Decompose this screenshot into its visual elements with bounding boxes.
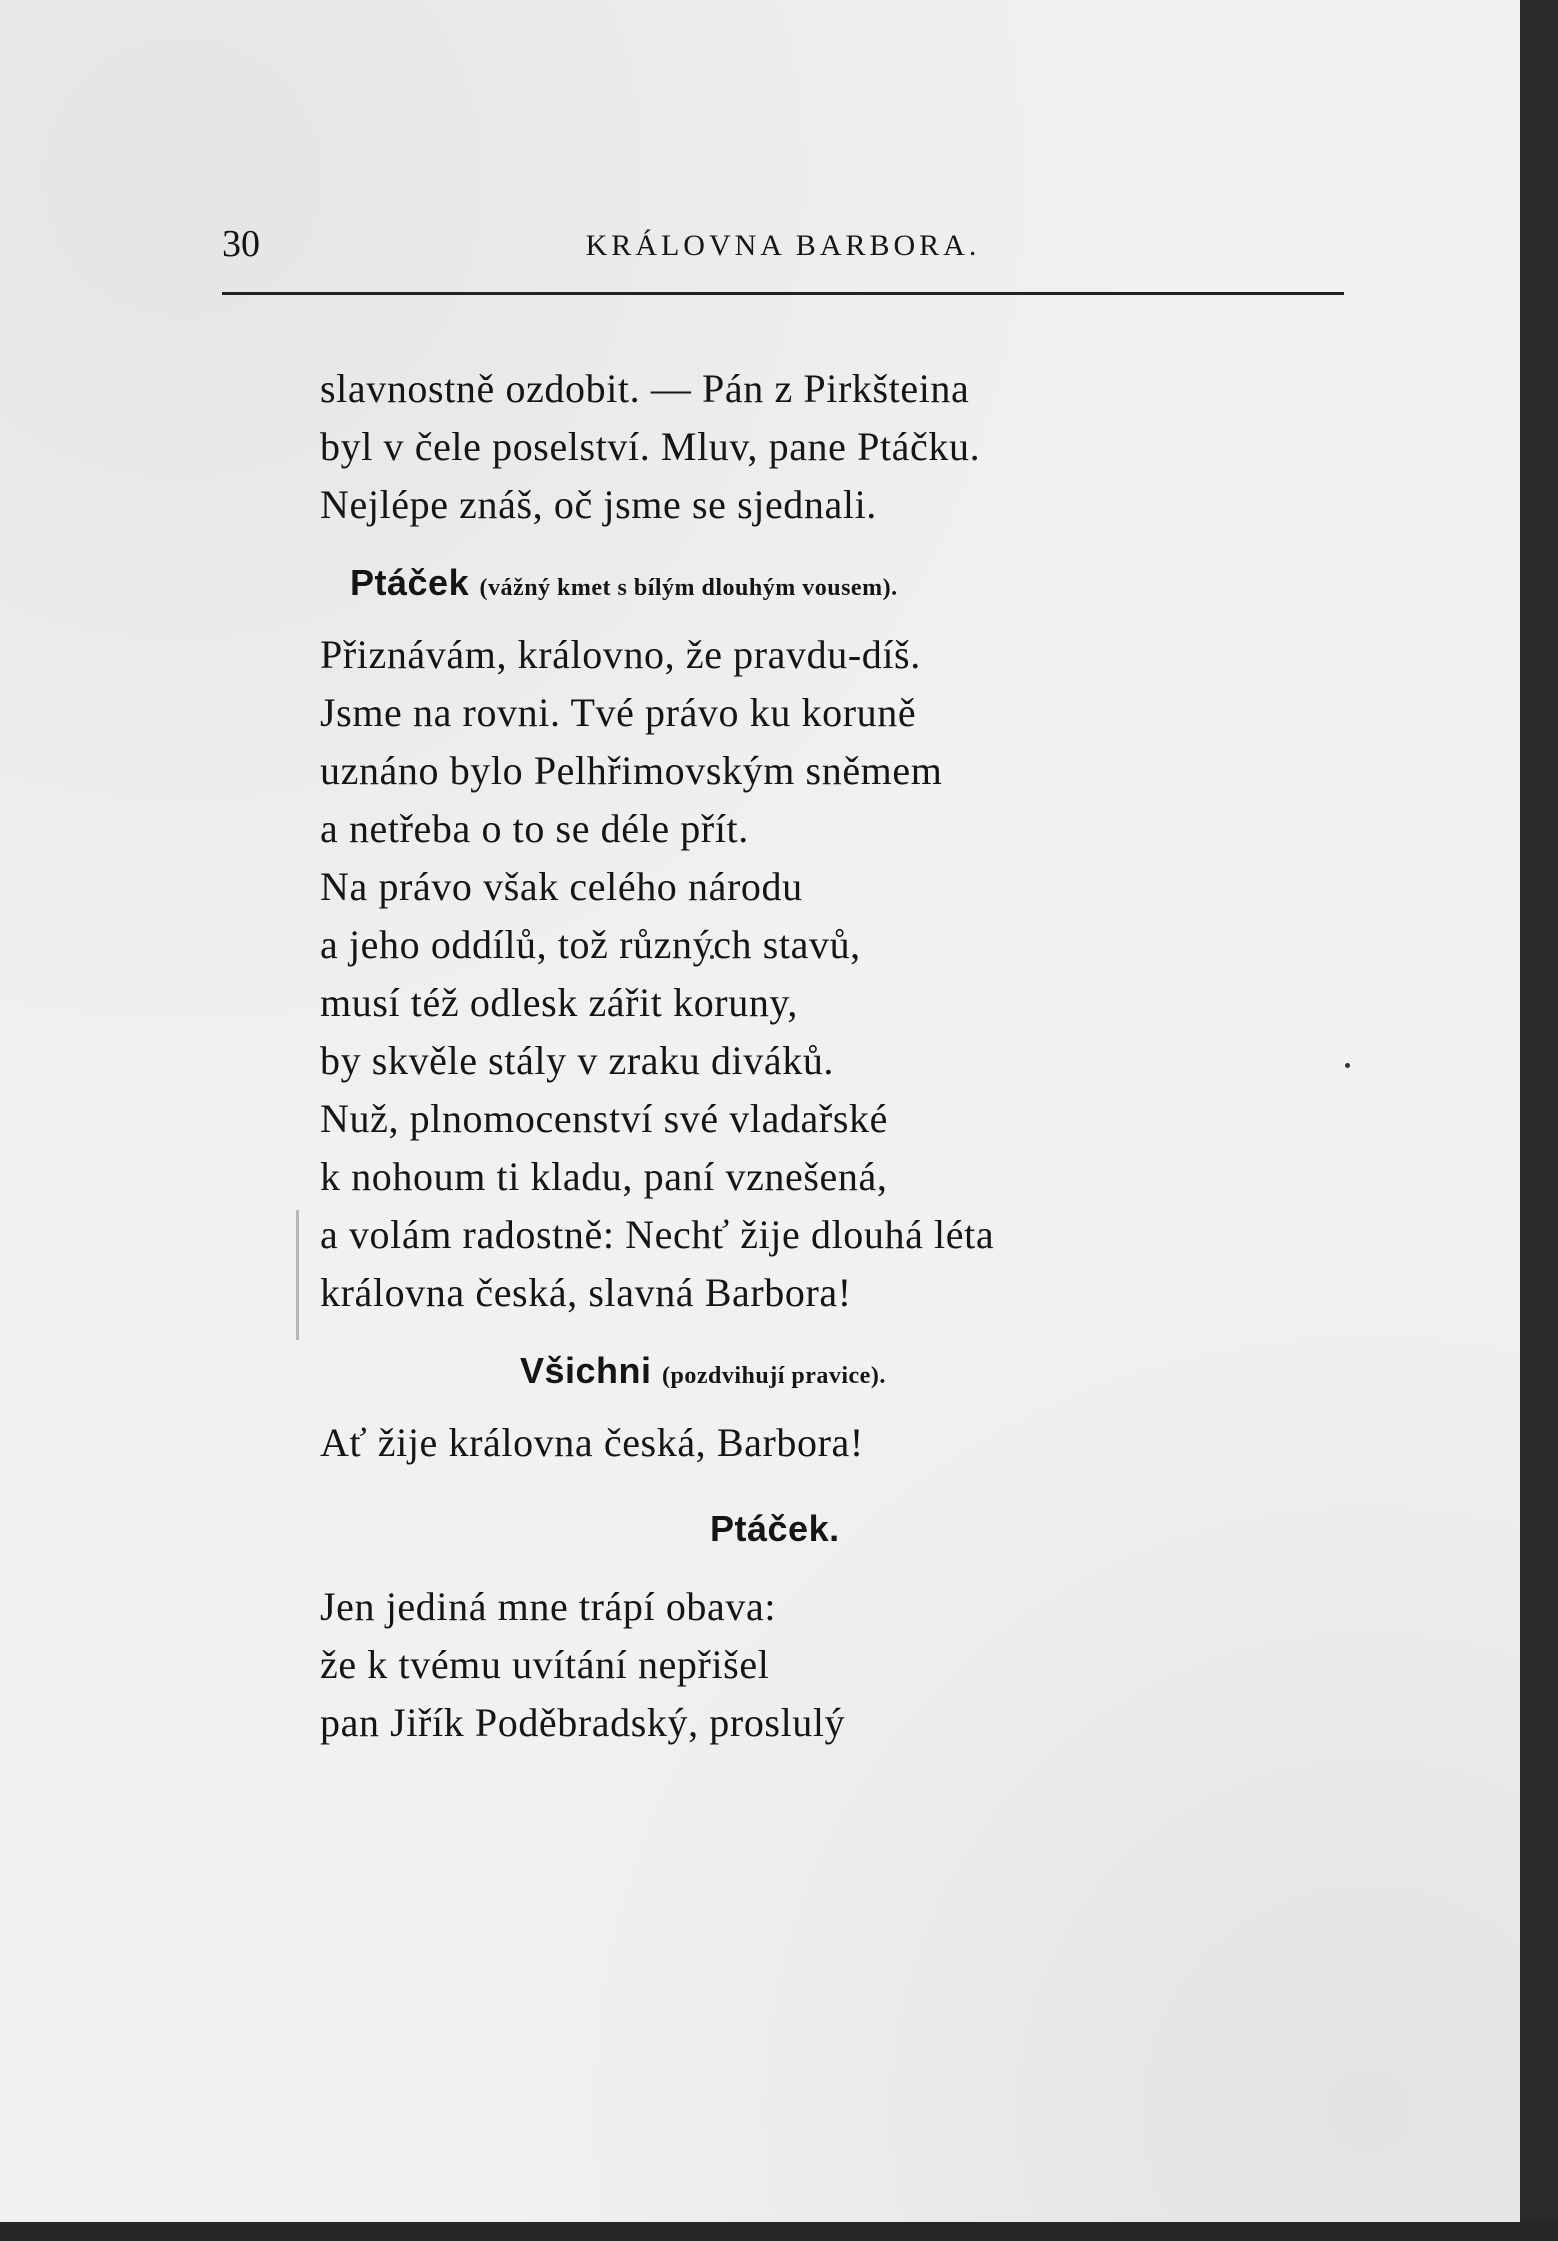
verse-block — [320, 1578, 1320, 1752]
verse-line: Ať žije královna česká, Barbora! — [320, 1420, 864, 1465]
verse-line: uznáno bylo Pelhřimovským sněmem — [320, 748, 943, 793]
verse-line: královna česká, slavná Barbora! — [320, 1270, 852, 1315]
verse-line: že k tvému uvítání nepřišel — [320, 1642, 770, 1687]
margin-mark — [296, 1210, 299, 1340]
verse-block — [320, 626, 1320, 1322]
page-number: 30 — [222, 223, 260, 265]
verse-line: Nejlépe znáš, oč jsme se sjednali. — [320, 482, 877, 527]
verse-line: Na právo však celého národu — [320, 864, 803, 909]
speaker-name: Ptáček — [350, 562, 470, 603]
verse-block — [320, 1414, 1320, 1472]
verse-line: Jen jediná mne trápí obava: — [320, 1584, 777, 1629]
verse-line: a volám radostně: Nechť žije dlouhá léta — [320, 1212, 995, 1257]
stage-direction: (pozdvihují pravice). — [662, 1363, 886, 1389]
verse-line: by skvěle stály v zraku diváků. — [320, 1038, 835, 1083]
running-head — [222, 222, 1344, 266]
running-title: KRÁLOVNA BARBORA. — [585, 229, 981, 262]
header-rule — [222, 292, 1344, 295]
verse-line: a netřeba o to se déle přít. — [320, 806, 749, 851]
verse-line: Nuž, plnomocenství své vladařské — [320, 1096, 888, 1141]
speaker-heading — [710, 1508, 1320, 1550]
speaker-heading — [520, 1350, 1320, 1392]
scan-edge-right — [1520, 0, 1558, 2241]
verse-line: pan Jiřík Poděbradský, proslulý — [320, 1700, 846, 1745]
scan-edge-bottom — [0, 2222, 1558, 2241]
speaker-heading — [350, 562, 1320, 604]
verse-line: byl v čele poselství. Mluv, pane Ptáčku. — [320, 424, 981, 469]
stage-direction: (vážný kmet s bílým dlouhým vousem). — [479, 575, 898, 601]
speaker-name: Všichni — [520, 1350, 652, 1391]
verse-line: a jeho oddílů, tož různých stavů, — [320, 922, 861, 967]
text-body — [320, 360, 1320, 1752]
verse-line: k nohoum ti kladu, paní vznešená, — [320, 1154, 888, 1199]
speaker-name: Ptáček. — [710, 1508, 840, 1549]
verse-line: slavnostně ozdobit. — Pán z Pirkšteina — [320, 366, 970, 411]
verse-line: Přiznávám, královno, že pravdu-díš. — [320, 632, 921, 677]
verse-line: Jsme na rovni. Tvé právo ku koruně — [320, 690, 917, 735]
verse-block — [320, 360, 1320, 534]
ink-speck — [1345, 1063, 1350, 1068]
verse-line: musí též odlesk zářit koruny, — [320, 980, 799, 1025]
